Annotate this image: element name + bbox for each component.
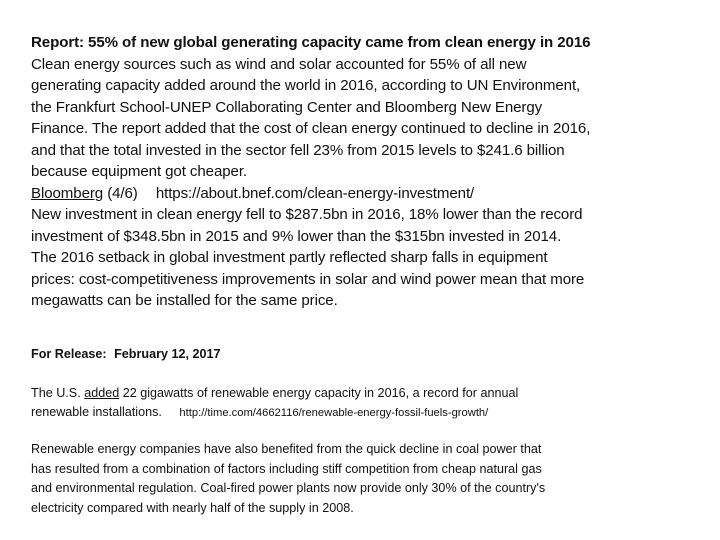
bloomberg-source-line: [31, 183, 671, 205]
report-line: and that the total invested in the sector fell 23% from 2015 levels to $241.6 billion: [31, 141, 565, 159]
us-line-1-pre: The U.S.: [31, 386, 85, 400]
bloomberg-source-link[interactable]: Bloomberg: [31, 184, 104, 202]
bloomberg-line: investment of $348.5bn in 2015 and 9% lower than the $315bn invested in 2014.: [31, 227, 562, 245]
report-line: the Frankfurt School-UNEP Collaborating Center and Bloomberg New Energy: [31, 98, 543, 116]
bloomberg-line: prices: cost-competitiveness improvements in solar and wind power mean that more: [31, 270, 585, 288]
coal-line: has resulted from a combination of factors including stiff competition from cheap natural gas: [31, 461, 542, 476]
bloomberg-url[interactable]: https://about.bnef.com/clean-energy-investment/: [155, 184, 475, 202]
report-line: Finance. The report added that the cost of clean energy continued to decline in 2016,: [31, 120, 591, 137]
us-added-link[interactable]: added: [84, 386, 120, 400]
coal-line: electricity compared with nearly half of the supply in 2008.: [31, 500, 354, 515]
bloomberg-line: megawatts can be installed for the same price.: [31, 292, 338, 309]
bloomberg-date: (4/6): [107, 184, 138, 202]
release-line: [31, 346, 221, 362]
coal-text-block: [31, 440, 671, 518]
bloomberg-line: New investment in clean energy fell to $287.5bn in 2016, 18% lower than the record: [31, 206, 583, 223]
us-text-block: [31, 384, 671, 423]
bloomberg-line: The 2016 setback in global investment partly reflected sharp falls in equipment: [31, 249, 548, 266]
report-headline: Report: 55% of new global generating capacity came from clean energy in 2016: [31, 34, 591, 51]
us-line-1-post: 22 gigawatts of renewable energy capacity in 2016, a record for annual: [119, 386, 519, 400]
coal-line: and environmental regulation. Coal-fired power plants now provide only 30% of the country's: [31, 481, 546, 495]
coal-line: Renewable energy companies have also benefited from the quick decline in coal power that: [31, 442, 542, 456]
us-line-2-text: renewable installations.: [31, 405, 162, 419]
main-text-block: [31, 32, 671, 312]
release-label: For Release:: [31, 347, 107, 361]
us-line-1: [31, 384, 671, 403]
report-line: Clean energy sources such as wind and solar accounted for 55% of all new: [31, 55, 527, 73]
report-line: generating capacity added around the world in 2016, according to UN Environment,: [31, 77, 581, 94]
us-line-2: [31, 403, 671, 423]
report-line: because equipment got cheaper.: [31, 163, 248, 180]
release-date: February 12, 2017: [114, 347, 221, 361]
time-url[interactable]: http://time.com/4662116/renewable-energy-fossil-fuels-growth/: [179, 407, 489, 419]
